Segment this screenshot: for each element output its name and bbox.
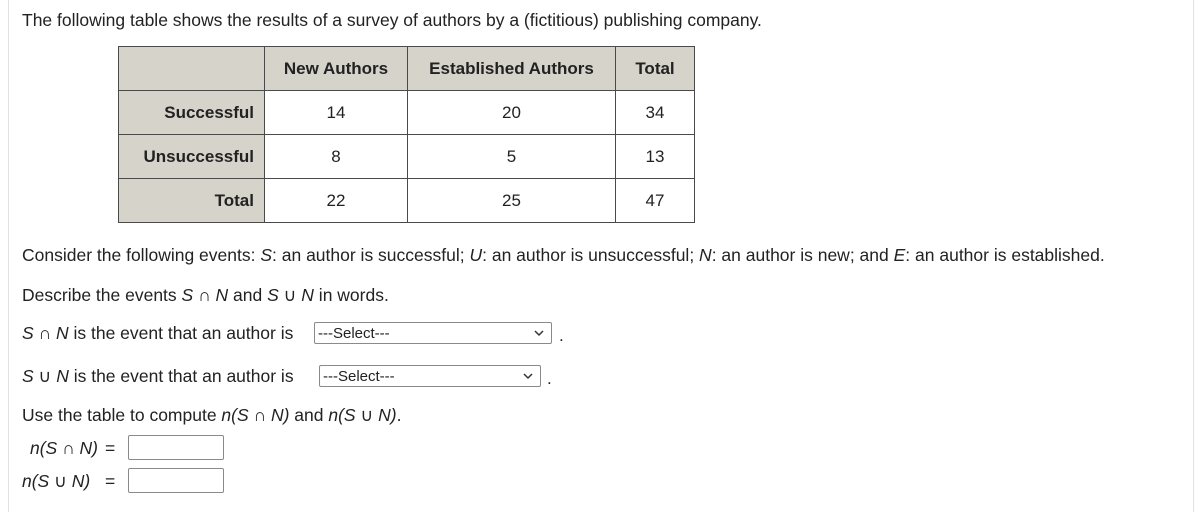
q1-expr: S ∩ N [22, 323, 69, 343]
answer-1-expr: n(S ∩ N) [30, 438, 99, 458]
answer-2-expr: n(S ∪ N) [22, 471, 91, 491]
events-intro-text: Consider the following events: [22, 245, 261, 265]
table-cell: 34 [616, 91, 695, 135]
compute-post-text: . [396, 405, 402, 425]
table-row [119, 91, 695, 135]
event-symbol-s: S [260, 245, 273, 265]
event-n-text: : an author is new; and [711, 245, 894, 265]
table-header-cell: New Authors [265, 47, 408, 91]
table-cell: 5 [408, 135, 616, 179]
answer-2-label [22, 471, 90, 492]
event-e-text: : an author is established. [905, 245, 1105, 265]
event-symbol-n: N [699, 245, 712, 265]
describe-instruction [22, 285, 389, 306]
select-value: ---Select--- [318, 325, 390, 342]
table-row [119, 179, 695, 223]
row-header-cell: Total [119, 179, 265, 223]
table-cell: 13 [616, 135, 695, 179]
table-cell: 14 [265, 91, 408, 135]
intersection-expr: S ∩ N [181, 285, 229, 305]
q2-period: . [547, 369, 552, 388]
event-symbol-u: U [469, 245, 483, 265]
compute-pre-text: Use the table to compute [22, 405, 222, 425]
union-expr: S ∪ N [267, 285, 314, 305]
intersection-description-select[interactable] [314, 322, 552, 344]
compute-expr-a: n(S ∩ N) [221, 405, 290, 425]
equals-sign: = [105, 471, 116, 491]
event-s-text: : an author is successful; [272, 245, 470, 265]
q1-period: . [559, 326, 564, 345]
union-count-input[interactable] [128, 468, 224, 493]
intro-text: The following table shows the results of a survey of authors by a (fictitious) publishing company. [22, 10, 762, 30]
equals-sign: = [105, 438, 116, 458]
table-row [119, 135, 695, 179]
question-2-text [22, 366, 294, 387]
describe-post-text: in words. [313, 285, 389, 305]
table-cell: 8 [265, 135, 408, 179]
table-cell: 22 [265, 179, 408, 223]
q1-prompt: is the event that an author is [68, 323, 294, 343]
describe-pre-text: Describe the events [22, 285, 182, 305]
table-cell: 47 [616, 179, 695, 223]
table-header-row [119, 47, 695, 91]
row-header-cell: Successful [119, 91, 265, 135]
event-u-text: : an author is unsuccessful; [482, 245, 700, 265]
union-description-select[interactable] [319, 365, 541, 387]
intersection-count-input[interactable] [128, 435, 224, 460]
compute-expr-b: n(S ∪ N) [328, 405, 397, 425]
event-symbol-e: E [893, 245, 906, 265]
select-value: ---Select--- [323, 368, 395, 385]
question-1-text [22, 323, 293, 344]
table-cell: 25 [408, 179, 616, 223]
answer-1-label [30, 438, 98, 459]
compute-mid-text: and [289, 405, 329, 425]
events-definition [22, 245, 1105, 266]
survey-table [118, 46, 695, 223]
q2-expr: S ∪ N [22, 366, 69, 386]
table-cell: 20 [408, 91, 616, 135]
describe-mid-text: and [228, 285, 268, 305]
table-header-cell [119, 47, 265, 91]
row-header-cell: Unsuccessful [119, 135, 265, 179]
chevron-down-icon [533, 327, 545, 339]
chevron-down-icon [522, 370, 534, 382]
table-header-cell: Established Authors [408, 47, 616, 91]
compute-instruction [22, 405, 401, 426]
q2-prompt: is the event that an author is [68, 366, 294, 386]
table-header-cell: Total [616, 47, 695, 91]
